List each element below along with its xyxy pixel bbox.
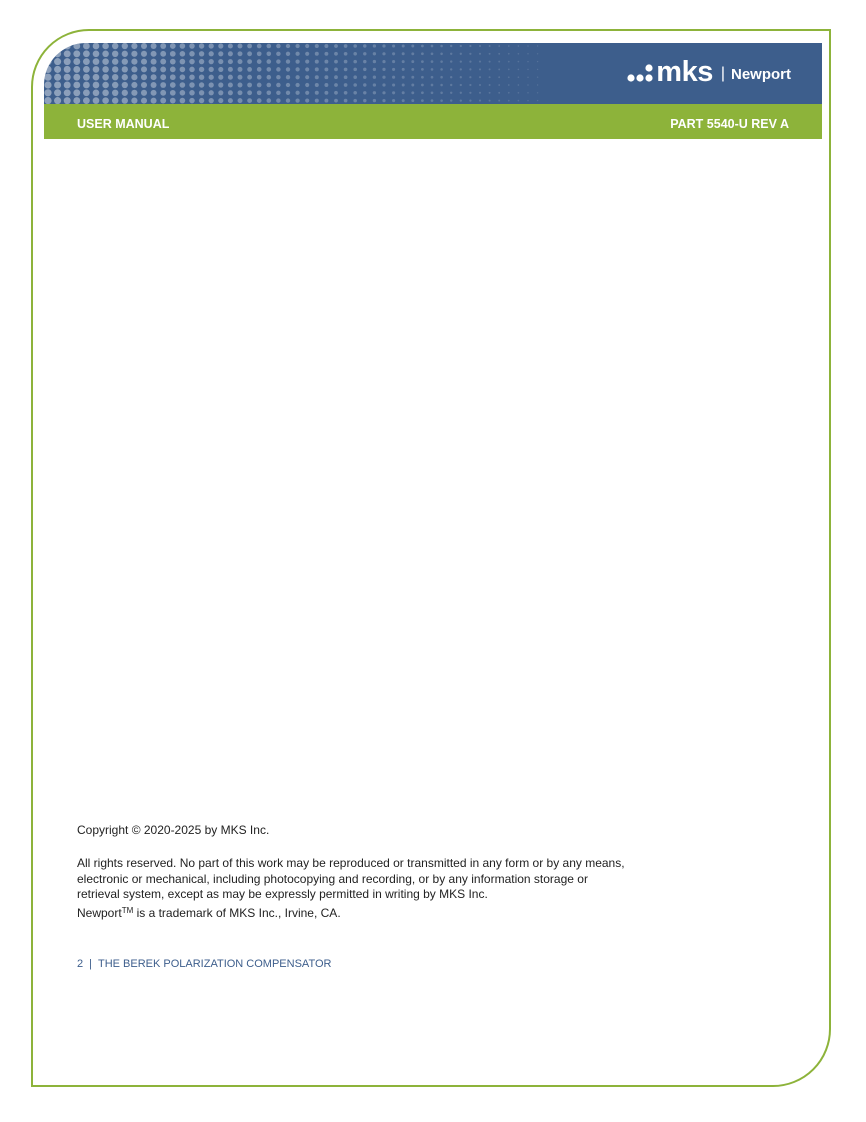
trademark-brand: Newport [77, 905, 122, 920]
rights-line: retrieval system, except as may be expressly permitted in writing by MKS Inc. [77, 887, 488, 901]
logo-separator: | [720, 65, 725, 82]
mks-logo-dots-icon [627, 59, 653, 85]
rights-statement [77, 856, 777, 921]
trademark-symbol: TM [121, 905, 134, 915]
document-title: THE BEREK POLARIZATION COMPENSATOR [97, 958, 332, 970]
part-number-label: PART 5540-U REV A [670, 117, 789, 131]
copyright-notice: Copyright © 2020-2025 by MKS Inc. [77, 823, 270, 837]
trademark-text: is a trademark of MKS Inc., Irvine, CA. [133, 905, 341, 920]
subheader-band [44, 104, 822, 139]
trademark-line [77, 903, 777, 922]
footer-separator: | [89, 958, 92, 970]
header-band [44, 43, 822, 104]
rights-line: All rights reserved. No part of this work may be reproduced or transmitted in any form or by any means, [77, 856, 625, 870]
mks-newport-logo [627, 53, 791, 91]
page-footer [77, 958, 331, 970]
rights-line: electronic or mechanical, including photocopying and recording, or by any information storage or [77, 871, 588, 886]
document-type-label: USER MANUAL [77, 117, 170, 131]
page-border [31, 29, 831, 1087]
newport-brand-name: Newport [731, 65, 791, 83]
dot-pattern-decoration [44, 43, 564, 104]
mks-logo-text: mks [656, 55, 713, 88]
page-number: 2 [77, 958, 84, 970]
